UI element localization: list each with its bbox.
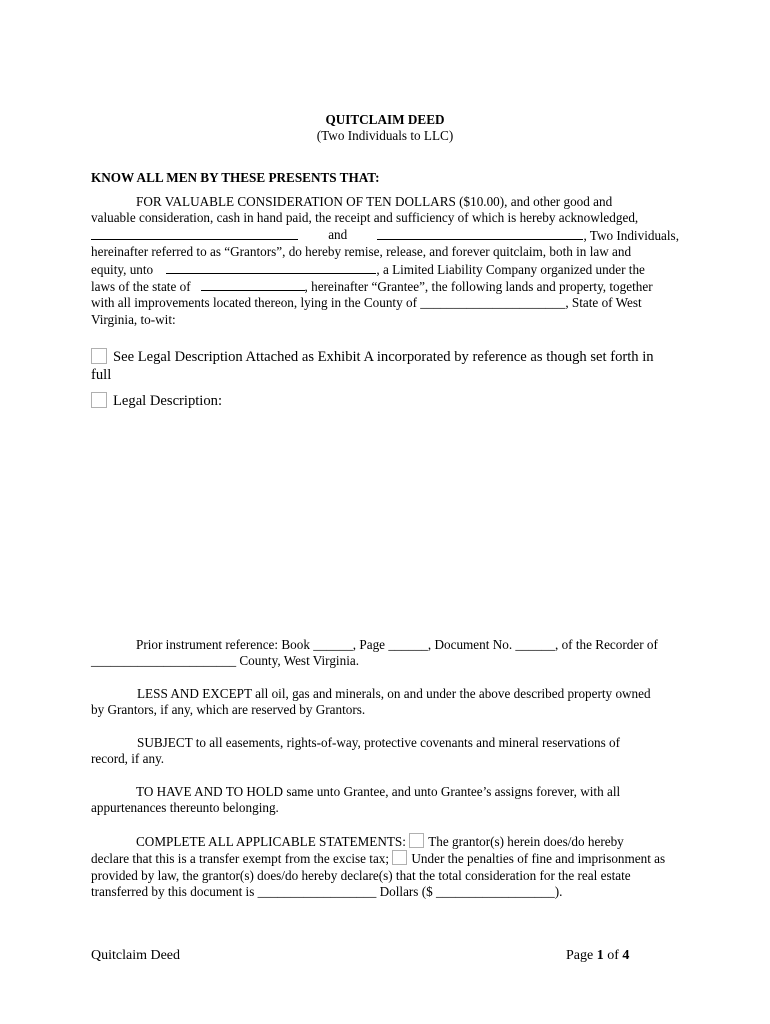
legal-description-option [91, 392, 679, 410]
consideration-line-1: FOR VALUABLE CONSIDERATION OF TEN DOLLARS ($10.00), and other good and [136, 194, 613, 209]
consideration-line-8: Virginia, to-wit: [91, 311, 176, 327]
consideration-line-6 [91, 278, 679, 295]
habendum-line-1: TO HAVE AND TO HOLD same unto Grantee, and unto Grantee’s assigns forever, with all [136, 784, 621, 799]
subject-line-2: record, if any. [91, 751, 165, 767]
prior-line-1: Prior instrument reference: Book ______, Page ______, Document No. ______, of the Recorder of [136, 637, 658, 652]
exhibit-option [91, 348, 679, 384]
exhibit-option-line-2: full [91, 367, 112, 383]
page-number [566, 948, 629, 964]
subject-paragraph [91, 735, 679, 768]
exhibit-checkbox[interactable] [91, 348, 107, 364]
subject-line-1: SUBJECT to all easements, rights-of-way, protective covenants and mineral reservations of [137, 735, 621, 750]
document-subtitle: (Two Individuals to LLC) [316, 128, 454, 143]
less-except-line-1: LESS AND EXCEPT all oil, gas and minerals, on and under the above described property owned [137, 686, 651, 701]
consideration-line-2: valuable consideration, cash in hand paid, the receipt and sufficiency of which is hereby acknowledged, [91, 210, 639, 226]
less-except-line-2: by Grantors, if any, which are reserved by Grantors. [91, 702, 366, 718]
exempt-checkbox[interactable] [409, 833, 424, 848]
and-text: and [328, 226, 348, 242]
habendum-line-2: appurtenances thereunto belonging. [91, 800, 279, 816]
page-of: of [603, 948, 623, 963]
footer-title: Quitclaim Deed [91, 948, 181, 963]
statements-line-2 [91, 850, 679, 867]
statements-heading: COMPLETE ALL APPLICABLE STATEMENTS: [136, 834, 406, 849]
grantor2-blank[interactable] [377, 227, 583, 240]
statements-line-1 [91, 833, 679, 850]
total-pages: 4 [622, 948, 630, 963]
laws-of-state-text: laws of the state of [91, 279, 191, 295]
current-page: 1 [596, 948, 604, 963]
legal-description-checkbox[interactable] [91, 392, 107, 408]
consideration-line-3 [91, 227, 679, 244]
llc-text: , a Limited Liability Company organized under the [376, 261, 645, 277]
exhibit-option-line-1: See Legal Description Attached as Exhibit A incorporated by reference as though set forth in [113, 349, 654, 365]
penalties-text: Under the penalties of fine and imprisonment as [411, 851, 666, 867]
state-blank[interactable] [201, 278, 305, 291]
document-title: QUITCLAIM DEED [325, 112, 445, 127]
less-except-paragraph [91, 686, 679, 719]
two-individuals-text: , Two Individuals, [583, 227, 679, 243]
habendum-paragraph [91, 784, 679, 817]
statements-line-3: provided by law, the grantor(s) does/do hereby declare(s) that the total consideration for the real estate [91, 867, 631, 883]
consideration-paragraph [91, 194, 679, 328]
statements-paragraph [91, 833, 679, 901]
grantee-blank[interactable] [166, 261, 376, 274]
equity-unto-text: equity, unto [91, 261, 154, 277]
consideration-checkbox[interactable] [392, 850, 407, 865]
consideration-line-7: with all improvements located thereon, lying in the County of ______________________, State of West [91, 295, 642, 311]
statements-line-4: transferred by this document is __________________ Dollars ($ __________________). [91, 884, 563, 900]
legal-description-label: Legal Description: [113, 393, 223, 409]
page-prefix: Page [566, 948, 597, 963]
prior-line-2: ______________________ County, West Virginia. [91, 653, 360, 669]
section-heading: KNOW ALL MEN BY THESE PRESENTS THAT: [91, 170, 380, 185]
exempt-text: declare that this is a transfer exempt from the excise tax; [91, 851, 390, 867]
grantor1-blank[interactable] [91, 227, 298, 240]
consideration-line-5 [91, 261, 679, 278]
grantee-definition-text: , hereinafter “Grantee”, the following lands and property, together [304, 279, 653, 295]
prior-instrument-paragraph [91, 637, 679, 670]
consideration-line-4: hereinafter referred to as “Grantors”, do hereby remise, release, and forever quitclaim, both in law and [91, 244, 632, 260]
grantor-declare-text: The grantor(s) herein does/do hereby [428, 834, 624, 849]
